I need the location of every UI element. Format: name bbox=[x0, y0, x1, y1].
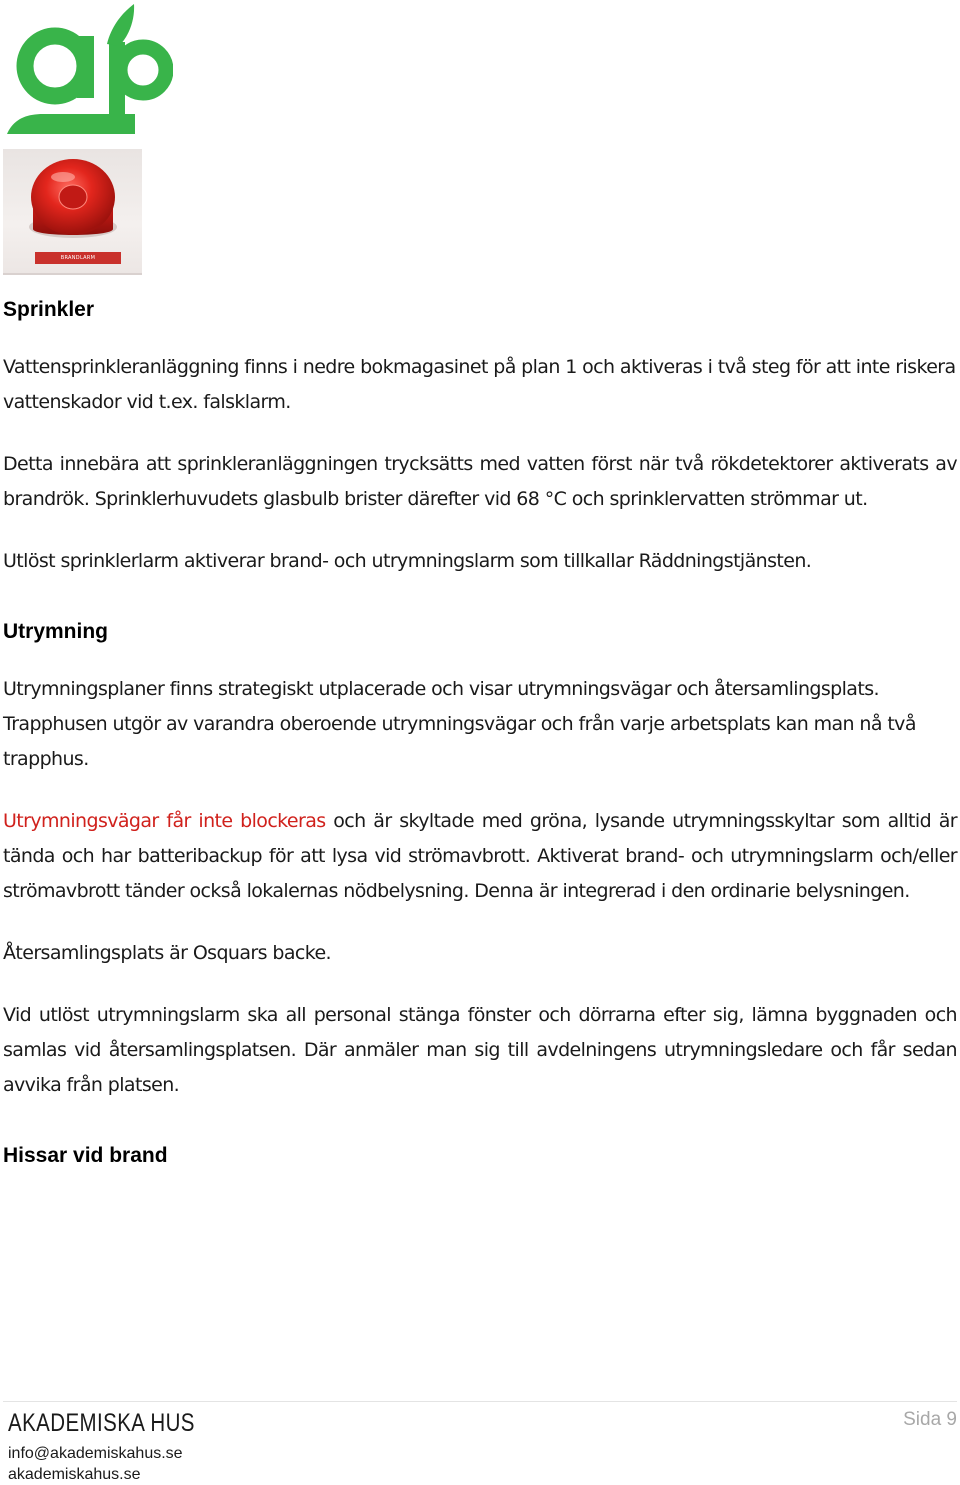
section-heading-hissar: Hissar vid brand bbox=[3, 1144, 168, 1167]
ap-logo-icon bbox=[3, 2, 173, 134]
paragraph-sprinkler-alarm: Utlöst sprinklerlarm aktiverar brand- och utrymningslarm som tillkallar Räddningstjänsten. bbox=[3, 550, 812, 572]
spacer bbox=[3, 652, 957, 672]
footer-website-link[interactable]: akademiskahus.se bbox=[8, 1466, 141, 1483]
spacer bbox=[3, 579, 957, 612]
brandlarm-label: BRANDLARM bbox=[35, 252, 121, 264]
spacer bbox=[3, 420, 957, 447]
spacer bbox=[3, 330, 957, 350]
section-heading-sprinkler: Sprinkler bbox=[3, 298, 95, 321]
evacuation-routes-text: och är skyltade med gröna, lysande utrymningsskyltar som alltid är tända och har batteribackup för att lysa vid strömavbrott. Aktiverat brand- och utrymningslarm och/eller strömavbrott tänder också lokalernas nödbelysning. Denna är integrerad i den ordinarie belysningen. bbox=[3, 810, 957, 902]
footer-brand-name: AKADEMISKA HUS bbox=[8, 1409, 195, 1437]
paragraph-sprinkler-activation: Detta innebära att sprinkleranläggningen trycksätts med vatten först när två rökdetektorer aktiverats av brandrök. Sprinklerhuvudets glasbulb brister därefter vid 68 °C och sprinklervatten strömmar ut. bbox=[3, 453, 957, 510]
paragraph-evacuation-procedure: Vid utlöst utrymningslarm ska all personal stänga fönster och dörrarna efter sig, lämna byggnaden och samlas vid återsamlingsplatsen. Där anmäler man sig till avdelningens utrymningsledare och får sedan avvika från platsen. bbox=[3, 1004, 957, 1096]
spacer bbox=[3, 1103, 957, 1136]
page-number: Sida 9 bbox=[903, 1409, 957, 1430]
spacer bbox=[3, 971, 957, 998]
assembly-point-text: Återsamlingsplats är Osquars backe. bbox=[3, 942, 331, 964]
footer-email-link[interactable]: info@akademiskahus.se bbox=[8, 1445, 183, 1462]
spacer bbox=[3, 777, 957, 804]
paragraph-sprinkler-intro: Vattensprinkleranläggning finns i nedre bokmagasinet på plan 1 och aktiveras i två steg för att inte riskera vattenskador vid t.ex. falsklarm. bbox=[3, 356, 956, 413]
photo-border bbox=[3, 273, 142, 275]
document-body bbox=[3, 290, 957, 1176]
evacuation-warning-text: Utrymningsvägar får inte blockeras bbox=[3, 810, 326, 832]
spacer bbox=[3, 909, 957, 936]
paragraph-evacuation-routes bbox=[3, 804, 957, 909]
paragraph-evacuation-plans: Utrymningsplaner finns strategiskt utplacerade och visar utrymningsvägar och återsamlingsplats. Trapphusen utgör av varandra oberoende utrymningsvägar och från varje arbetsplats kan man nå två trapphus. bbox=[3, 678, 916, 770]
fire-alarm-photo bbox=[3, 149, 142, 275]
footer-divider bbox=[3, 1401, 957, 1402]
section-heading-utrymning: Utrymning bbox=[3, 620, 108, 643]
spacer bbox=[3, 517, 957, 544]
